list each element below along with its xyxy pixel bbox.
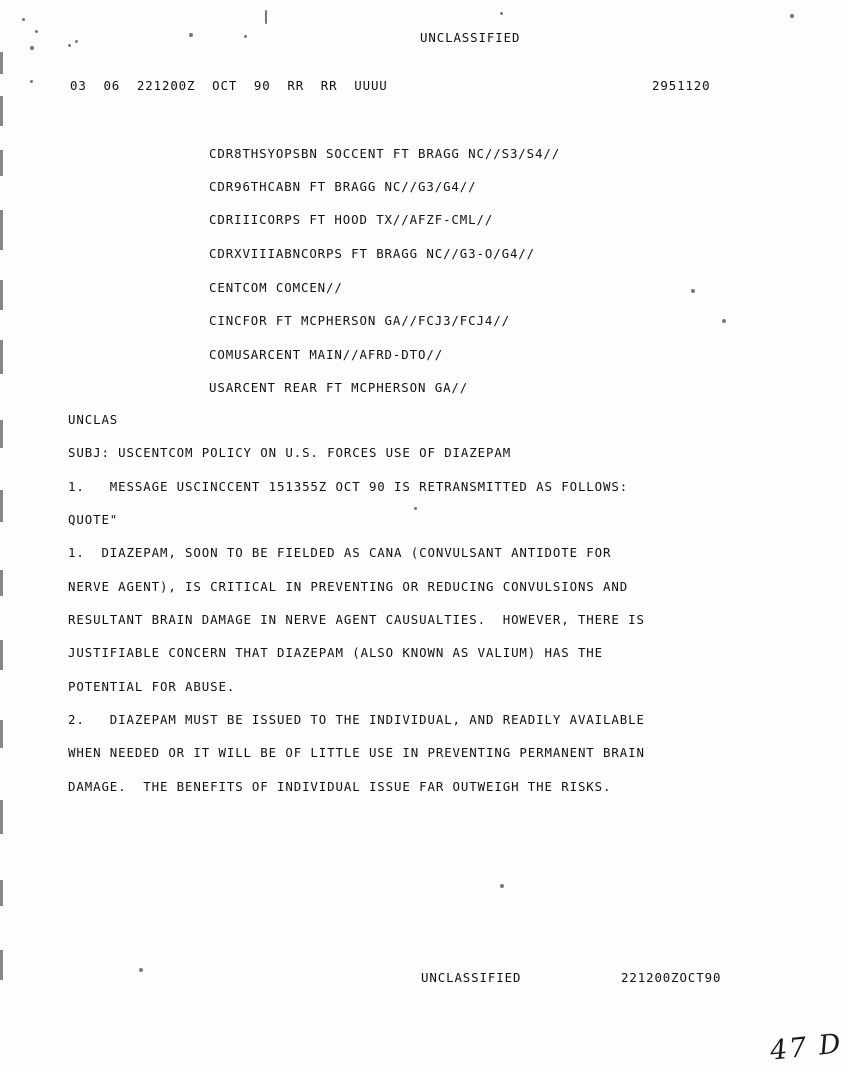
bottom-classification-marking: UNCLASSIFIED: [421, 970, 522, 985]
body-line: QUOTE": [68, 512, 119, 527]
body-line: JUSTIFIABLE CONCERN THAT DIAZEPAM (ALSO KNOWN AS VALIUM) HAS THE: [68, 645, 604, 660]
body-line: 1. MESSAGE USCINCCENT 151355Z OCT 90 IS RETRANSMITTED AS FOLLOWS:: [68, 479, 629, 494]
top-classification-marking: UNCLASSIFIED: [420, 30, 521, 45]
body-line: 1. DIAZEPAM, SOON TO BE FIELDED AS CANA (CONVULSANT ANTIDOTE FOR: [68, 545, 612, 560]
addressee-line: CDRIIICORPS FT HOOD TX//AFZF-CML//: [209, 212, 494, 227]
body-line: RESULTANT BRAIN DAMAGE IN NERVE AGENT CAUSUALTIES. HOWEVER, THERE IS: [68, 612, 645, 627]
addressee-line: CDR96THCABN FT BRAGG NC//G3/G4//: [209, 179, 477, 194]
message-header-line: 03 06 221200Z OCT 90 RR RR UUUU: [70, 78, 388, 93]
addressee-line: CENTCOM COMCEN//: [209, 280, 343, 295]
addressee-line: COMUSARCENT MAIN//AFRD-DTO//: [209, 347, 444, 362]
message-serial-number: 2951120: [652, 78, 711, 93]
footer-date-time-group: 221200ZOCT90: [621, 970, 722, 985]
body-line: UNCLAS: [68, 412, 119, 427]
body-line: 2. DIAZEPAM MUST BE ISSUED TO THE INDIVIDUAL, AND READILY AVAILABLE: [68, 712, 645, 727]
addressee-line: CDRXVIIIABNCORPS FT BRAGG NC//G3-O/G4//: [209, 246, 536, 261]
body-line: POTENTIAL FOR ABUSE.: [68, 679, 236, 694]
body-line: DAMAGE. THE BENEFITS OF INDIVIDUAL ISSUE FAR OUTWEIGH THE RISKS.: [68, 779, 612, 794]
body-line: WHEN NEEDED OR IT WILL BE OF LITTLE USE IN PREVENTING PERMANENT BRAIN: [68, 745, 645, 760]
body-line: SUBJ: USCENTCOM POLICY ON U.S. FORCES USE OF DIAZEPAM: [68, 445, 512, 460]
addressee-line: CDR8THSYOPSBN SOCCENT FT BRAGG NC//S3/S4//: [209, 146, 561, 161]
addressee-line: CINCFOR FT MCPHERSON GA//FCJ3/FCJ4//: [209, 313, 510, 328]
addressee-line: USARCENT REAR FT MCPHERSON GA//: [209, 380, 469, 395]
body-line: NERVE AGENT), IS CRITICAL IN PREVENTING OR REDUCING CONVULSIONS AND: [68, 579, 629, 594]
handwritten-annotation: 47 D: [768, 1028, 845, 1067]
